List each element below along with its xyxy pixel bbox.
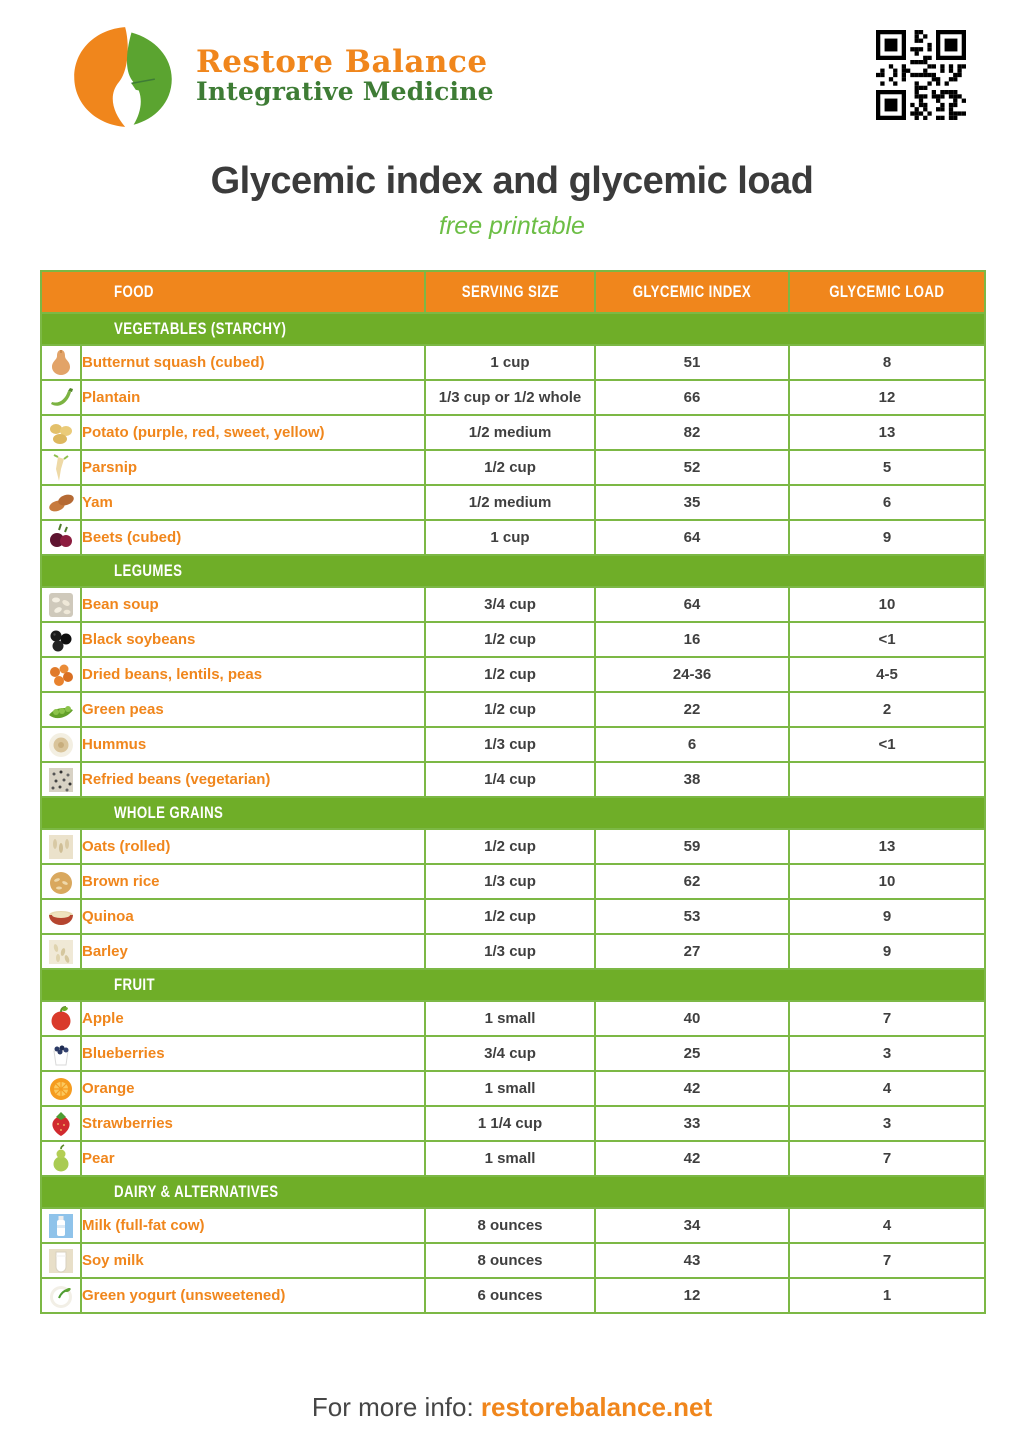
food-name: Butternut squash (cubed) <box>81 345 425 380</box>
food-name: Green yogurt (unsweetened) <box>81 1278 425 1313</box>
section-label: VEGETABLES (STARCHY) <box>114 319 287 338</box>
serving-size: 1/2 medium <box>425 415 595 450</box>
food-icon-cell <box>41 657 81 692</box>
section-header-cell <box>41 969 985 1001</box>
glycemic-index-value: 24-36 <box>595 657 789 692</box>
glycemic-index-value: 66 <box>595 380 789 415</box>
brand-text-block <box>196 46 494 105</box>
section-header-cell <box>41 797 985 829</box>
food-icon-cell <box>41 1001 81 1036</box>
food-name: Plantain <box>81 380 425 415</box>
food-name: Pear <box>81 1141 425 1176</box>
green-peas-icon <box>46 695 76 725</box>
table-body <box>41 313 985 1313</box>
strawberries-icon <box>46 1109 76 1139</box>
glycemic-load-value: 1 <box>789 1278 985 1313</box>
glycemic-load-value: 12 <box>789 380 985 415</box>
food-name: Oats (rolled) <box>81 829 425 864</box>
food-name: Strawberries <box>81 1106 425 1141</box>
food-name: Apple <box>81 1001 425 1036</box>
serving-size: 1/2 medium <box>425 485 595 520</box>
serving-size: 1 1/4 cup <box>425 1106 595 1141</box>
food-icon-cell <box>41 934 81 969</box>
serving-size: 1/2 cup <box>425 899 595 934</box>
brand-name: Restore Balance <box>196 44 488 80</box>
food-row <box>41 1278 985 1313</box>
serving-size: 3/4 cup <box>425 587 595 622</box>
food-row <box>41 587 985 622</box>
food-name: Parsnip <box>81 450 425 485</box>
food-name: Yam <box>81 485 425 520</box>
glycemic-load-value: <1 <box>789 727 985 762</box>
food-name: Beets (cubed) <box>81 520 425 555</box>
serving-size: 1 small <box>425 1071 595 1106</box>
glycemic-index-value: 22 <box>595 692 789 727</box>
beets-icon <box>46 523 76 553</box>
food-name: Quinoa <box>81 899 425 934</box>
food-name: Green peas <box>81 692 425 727</box>
food-row <box>41 727 985 762</box>
glycemic-load-value: 4 <box>789 1071 985 1106</box>
glycemic-index-value: 27 <box>595 934 789 969</box>
glycemic-load-value: 13 <box>789 829 985 864</box>
food-icon-cell <box>41 727 81 762</box>
glycemic-load-value: 13 <box>789 415 985 450</box>
section-header-cell <box>41 313 985 345</box>
glycemic-index-value: 25 <box>595 1036 789 1071</box>
section-header-row <box>41 313 985 345</box>
food-name: Brown rice <box>81 864 425 899</box>
food-row <box>41 692 985 727</box>
glycemic-index-value: 82 <box>595 415 789 450</box>
food-row <box>41 1141 985 1176</box>
serving-size: 1/2 cup <box>425 450 595 485</box>
orange-icon <box>46 1074 76 1104</box>
parsnip-icon <box>46 453 76 483</box>
food-row <box>41 657 985 692</box>
glycemic-load-value: 10 <box>789 587 985 622</box>
serving-size: 1/2 cup <box>425 657 595 692</box>
food-row <box>41 1208 985 1243</box>
column-header-serving-size: SERVING SIZE <box>425 271 595 313</box>
glycemic-index-value: 33 <box>595 1106 789 1141</box>
dried-beans-lentils-icon <box>46 660 76 690</box>
serving-size: 1 small <box>425 1001 595 1036</box>
barley-icon <box>46 937 76 967</box>
yam-icon <box>46 488 76 518</box>
food-icon-cell <box>41 829 81 864</box>
food-name: Dried beans, lentils, peas <box>81 657 425 692</box>
brown-rice-icon <box>46 867 76 897</box>
glycemic-load-value: 5 <box>789 450 985 485</box>
serving-size: 1/2 cup <box>425 622 595 657</box>
food-icon-cell <box>41 1208 81 1243</box>
pear-icon <box>46 1144 76 1174</box>
food-icon-cell <box>41 380 81 415</box>
section-label: LEGUMES <box>114 561 183 580</box>
glycemic-index-value: 12 <box>595 1278 789 1313</box>
glycemic-index-value: 64 <box>595 520 789 555</box>
restore-balance-logo <box>62 24 184 130</box>
food-icon-cell <box>41 692 81 727</box>
serving-size: 1 cup <box>425 520 595 555</box>
glycemic-index-value: 53 <box>595 899 789 934</box>
food-row <box>41 450 985 485</box>
food-name: Black soybeans <box>81 622 425 657</box>
section-label: FRUIT <box>114 975 155 994</box>
serving-size: 1/3 cup or 1/2 whole <box>425 380 595 415</box>
section-header-row <box>41 797 985 829</box>
table-header-row <box>41 271 985 313</box>
section-header-row <box>41 1176 985 1208</box>
food-icon-cell <box>41 1036 81 1071</box>
section-header-row <box>41 969 985 1001</box>
brand-tagline: Integrative Medicine <box>196 76 494 106</box>
glycemic-load-value: <1 <box>789 622 985 657</box>
section-label: DAIRY & ALTERNATIVES <box>114 1182 279 1201</box>
section-label: WHOLE GRAINS <box>114 803 224 822</box>
serving-size: 1 cup <box>425 345 595 380</box>
food-icon-cell <box>41 587 81 622</box>
food-row <box>41 1001 985 1036</box>
food-row <box>41 622 985 657</box>
section-header-cell <box>41 1176 985 1208</box>
glycemic-index-value: 35 <box>595 485 789 520</box>
serving-size: 3/4 cup <box>425 1036 595 1071</box>
glycemic-load-value: 9 <box>789 934 985 969</box>
food-name: Milk (full-fat cow) <box>81 1208 425 1243</box>
glycemic-load-value: 4 <box>789 1208 985 1243</box>
food-row <box>41 520 985 555</box>
food-icon-cell <box>41 1071 81 1106</box>
glycemic-load-value <box>789 762 985 797</box>
food-row <box>41 1071 985 1106</box>
food-name: Hummus <box>81 727 425 762</box>
food-row <box>41 934 985 969</box>
glycemic-index-value: 34 <box>595 1208 789 1243</box>
food-icon-cell <box>41 762 81 797</box>
food-name: Orange <box>81 1071 425 1106</box>
food-row <box>41 345 985 380</box>
food-icon-cell <box>41 450 81 485</box>
butternut-squash-icon <box>46 348 76 378</box>
glycemic-index-value: 64 <box>595 587 789 622</box>
glycemic-load-value: 4-5 <box>789 657 985 692</box>
food-row <box>41 415 985 450</box>
black-soybeans-icon <box>46 625 76 655</box>
footer-link[interactable]: restorebalance.net <box>480 1392 713 1422</box>
blueberries-icon <box>46 1039 76 1069</box>
glycemic-load-value: 7 <box>789 1141 985 1176</box>
apple-icon <box>46 1004 76 1034</box>
food-row <box>41 380 985 415</box>
food-icon-cell <box>41 1243 81 1278</box>
food-name: Bean soup <box>81 587 425 622</box>
glycemic-load-value: 3 <box>789 1036 985 1071</box>
food-icon-cell <box>41 415 81 450</box>
glycemic-load-value: 6 <box>789 485 985 520</box>
glycemic-index-value: 51 <box>595 345 789 380</box>
food-row <box>41 1036 985 1071</box>
oats-icon <box>46 832 76 862</box>
refried-beans-icon <box>46 765 76 795</box>
potato-icon <box>46 418 76 448</box>
serving-size: 1 small <box>425 1141 595 1176</box>
serving-size: 1/3 cup <box>425 727 595 762</box>
food-icon-cell <box>41 1141 81 1176</box>
glycemic-load-value: 7 <box>789 1001 985 1036</box>
food-name: Barley <box>81 934 425 969</box>
section-header-row <box>41 555 985 587</box>
glycemic-index-value: 42 <box>595 1141 789 1176</box>
food-icon-cell <box>41 899 81 934</box>
page-title: Glycemic index and glycemic load <box>210 160 814 202</box>
food-icon-cell <box>41 485 81 520</box>
food-row <box>41 1106 985 1141</box>
glycemic-index-value: 6 <box>595 727 789 762</box>
green-yogurt-icon <box>46 1281 76 1311</box>
plantain-icon <box>46 383 76 413</box>
qr-code-icon <box>876 30 966 120</box>
serving-size: 1/2 cup <box>425 829 595 864</box>
glycemic-index-value: 38 <box>595 762 789 797</box>
glycemic-index-value: 43 <box>595 1243 789 1278</box>
column-header-food: FOOD <box>41 271 425 313</box>
glycemic-load-value: 3 <box>789 1106 985 1141</box>
glycemic-index-value: 40 <box>595 1001 789 1036</box>
glycemic-load-value: 8 <box>789 345 985 380</box>
serving-size: 8 ounces <box>425 1208 595 1243</box>
food-row <box>41 864 985 899</box>
food-icon-cell <box>41 864 81 899</box>
footer-text: For more info: <box>311 1392 474 1422</box>
food-name: Potato (purple, red, sweet, yellow) <box>81 415 425 450</box>
serving-size: 8 ounces <box>425 1243 595 1278</box>
food-name: Blueberries <box>81 1036 425 1071</box>
food-icon-cell <box>41 1278 81 1313</box>
food-row <box>41 1243 985 1278</box>
food-row <box>41 485 985 520</box>
soy-milk-icon <box>46 1246 76 1276</box>
milk-icon <box>46 1211 76 1241</box>
food-icon-cell <box>41 345 81 380</box>
glycemic-index-value: 59 <box>595 829 789 864</box>
glycemic-load-value: 7 <box>789 1243 985 1278</box>
food-icon-cell <box>41 520 81 555</box>
hummus-icon <box>46 730 76 760</box>
food-row <box>41 829 985 864</box>
page-subtitle: free printable <box>439 212 585 240</box>
column-header-glycemic-index: GLYCEMIC INDEX <box>595 271 789 313</box>
glycemic-load-value: 10 <box>789 864 985 899</box>
food-icon-cell <box>41 1106 81 1141</box>
food-row <box>41 899 985 934</box>
footer <box>0 1392 1024 1423</box>
serving-size: 1/3 cup <box>425 864 595 899</box>
glycemic-index-value: 42 <box>595 1071 789 1106</box>
food-name: Refried beans (vegetarian) <box>81 762 425 797</box>
food-row <box>41 762 985 797</box>
glycemic-index-value: 16 <box>595 622 789 657</box>
column-header-glycemic-load: GLYCEMIC LOAD <box>789 271 985 313</box>
section-header-cell <box>41 555 985 587</box>
glycemic-index-value: 52 <box>595 450 789 485</box>
quinoa-icon <box>46 902 76 932</box>
bean-soup-icon <box>46 590 76 620</box>
serving-size: 1/3 cup <box>425 934 595 969</box>
glycemic-load-value: 9 <box>789 520 985 555</box>
food-name: Soy milk <box>81 1243 425 1278</box>
food-icon-cell <box>41 622 81 657</box>
glycemic-index-value: 62 <box>595 864 789 899</box>
serving-size: 6 ounces <box>425 1278 595 1313</box>
serving-size: 1/4 cup <box>425 762 595 797</box>
serving-size: 1/2 cup <box>425 692 595 727</box>
glycemic-load-value: 9 <box>789 899 985 934</box>
glycemic-table <box>40 270 986 1314</box>
glycemic-load-value: 2 <box>789 692 985 727</box>
